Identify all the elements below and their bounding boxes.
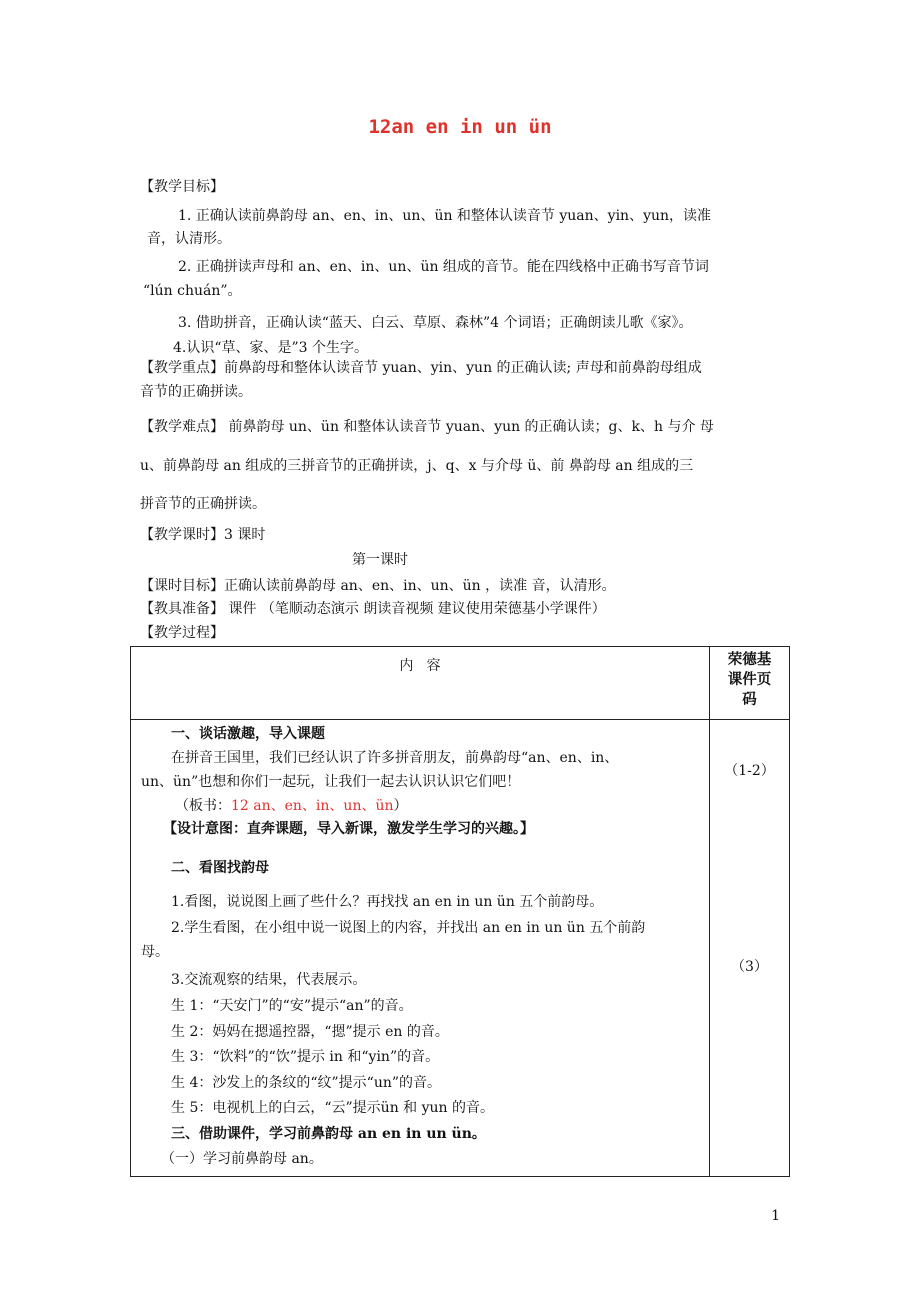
section-1-title: 一、谈话激趣，导入课题 — [171, 726, 325, 742]
student-4: 生 4：沙发上的条纹的“纹”提示“un”的音。 — [171, 1075, 442, 1091]
section-2-item2-line2: 母。 — [141, 944, 169, 960]
class-hours: 【教学课时】3 课时 — [140, 527, 266, 543]
objective-4: 4.认识“草、家、是”3 个生字。 — [173, 340, 369, 356]
section-1-design: 【设计意图：直奔课题，导入新课，激发学生学习的兴趣。】 — [163, 821, 534, 837]
objective-2-line2: “lún chuán”。 — [143, 283, 242, 299]
objectives-heading: 【教学目标】 — [140, 179, 224, 195]
section-1-para-line1: 在拼音王国里，我们已经认识了许多拼音朋友，前鼻韵母“an、en、in、 — [171, 750, 619, 766]
page-code-cell — [710, 720, 790, 1177]
page-code-2: （3） — [731, 959, 768, 975]
content-cell — [131, 720, 710, 1177]
student-1: 生 1：“天安门”的“安”提示“an”的音。 — [171, 998, 413, 1014]
section-3-title: 三、借助课件，学习前鼻韵母 an en in un ün。 — [171, 1126, 486, 1142]
board-red-text: 12 an、en、in、un、ün — [231, 798, 394, 814]
student-5: 生 5：电视机上的白云，“云”提示ün 和 yun 的音。 — [171, 1100, 494, 1116]
difficulties-line1: 【教学难点】 前鼻韵母 un、ün 和整体认读音节 yuan、yun 的正确认读；g、k、h 与介 母 — [140, 419, 714, 435]
page-number: 1 — [771, 1208, 780, 1224]
board-suffix: ） — [393, 798, 408, 814]
section-1-board — [175, 796, 408, 816]
lesson-title: 第一课时 — [352, 552, 408, 568]
section-2-item2-line1: 2.学生看图，在小组中说一说图上的内容，并找出 an en in un ün 五个前韵 — [171, 920, 646, 936]
section-3-sub1: （一）学习前鼻韵母 an。 — [161, 1151, 323, 1167]
section-2-item3: 3.交流观察的结果，代表展示。 — [171, 972, 367, 988]
materials: 【教具准备】 课件 （笔顺动态演示 朗读音视频 建议使用荣德基小学课件） — [140, 601, 606, 617]
section-1-para-line2: un、ün”也想和你们一起玩，让我们一起去认识认识它们吧！ — [141, 774, 521, 790]
key-points-line1: 【教学重点】前鼻韵母和整体认读音节 yuan、yin、yun 的正确认读; 声母和前鼻韵母组成 — [140, 360, 702, 376]
difficulties-line2: u、前鼻韵母 an 组成的三拼音节的正确拼读，j、q、x 与介母 ü、前 鼻韵母 an 组成的三 — [140, 458, 694, 474]
section-2-title: 二、看图找韵母 — [171, 860, 269, 876]
header-content-label: 内 容 — [399, 658, 441, 674]
objective-2-line1: 2. 正确拼读声母和 an、en、in、un、ün 组成的音节。能在四线格中正确书写音节词 — [178, 259, 709, 275]
header-content — [131, 647, 710, 720]
table-header-row — [131, 647, 790, 720]
objective-3: 3. 借助拼音，正确认读“蓝天、白云、草原、森林”4 个词语；正确朗读儿歌《家》。 — [178, 315, 693, 331]
page-code-1: （1-2） — [724, 763, 775, 779]
header-page-line3: 码 — [742, 691, 757, 708]
objective-1-line2: 音，认清形。 — [147, 231, 231, 247]
page-title: 12an en in un ün — [368, 116, 552, 138]
process-table — [130, 646, 790, 1177]
objective-1-line1: 1. 正确认读前鼻韵母 an、en、in、un、ün 和整体认读音节 yuan、yin、yun，读准 — [178, 208, 712, 224]
board-prefix: （板书： — [175, 798, 231, 814]
header-page-line1: 荣德基 — [727, 651, 772, 668]
header-page-line2: 课件页 — [727, 671, 772, 688]
table-body-row — [131, 720, 790, 1177]
process-heading: 【教学过程】 — [140, 625, 224, 641]
student-3: 生 3：“饮料”的“饮”提示 in 和“yin”的音。 — [171, 1049, 440, 1065]
section-2-item1: 1.看图，说说图上画了些什么？再找找 an en in un ün 五个前韵母。 — [171, 894, 604, 910]
difficulties-line3: 拼音节的正确拼读。 — [140, 496, 266, 512]
student-2: 生 2：妈妈在摁遥控器，“摁”提示 en 的音。 — [171, 1024, 449, 1040]
lesson-goal: 【课时目标】正确认读前鼻韵母 an、en、in、un、ün ，读准 音，认清形。 — [140, 578, 616, 594]
header-page-code — [710, 647, 790, 720]
key-points-line2: 音节的正确拼读。 — [140, 384, 252, 400]
